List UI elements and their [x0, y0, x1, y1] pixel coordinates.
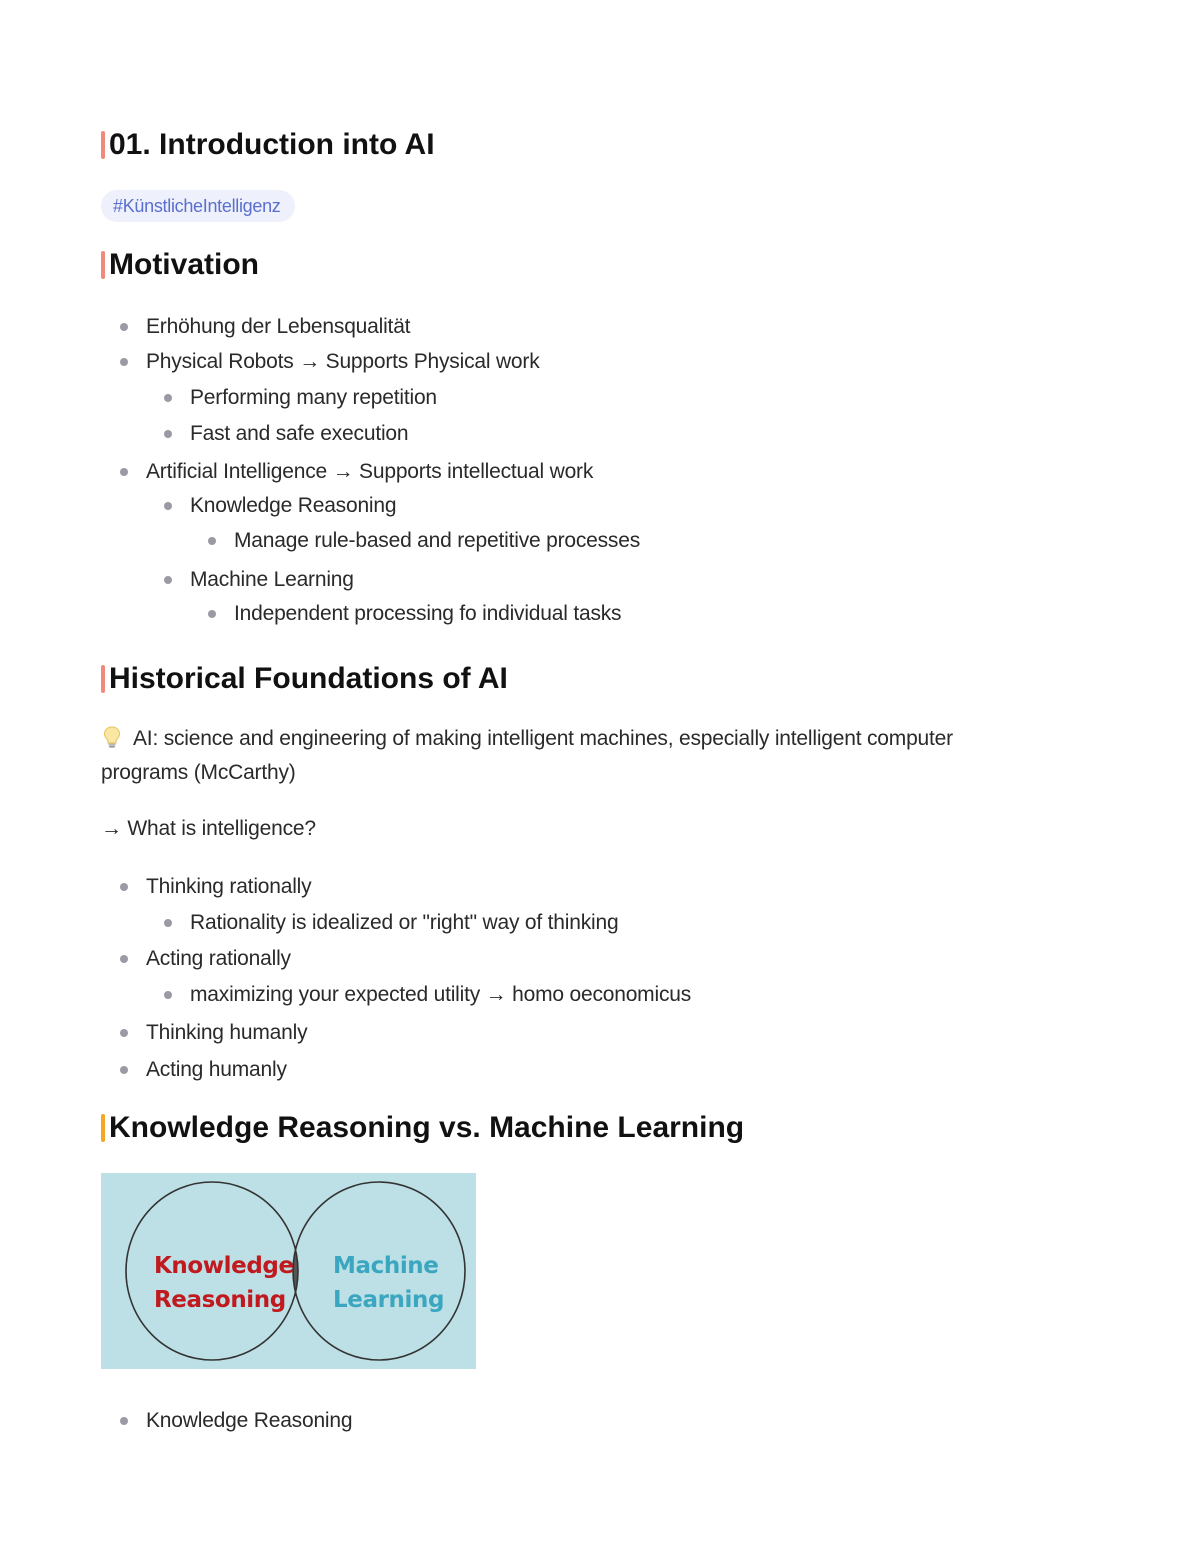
- callout: [101, 722, 1101, 756]
- section-heading-historical: [101, 661, 508, 697]
- bullet-icon: [208, 537, 216, 545]
- list-item-text: Erhöhung der Lebensqualität: [146, 315, 411, 338]
- list-item: [164, 385, 764, 411]
- venn-label-left-1: Knowledge: [154, 1253, 294, 1279]
- bullet-icon: [120, 468, 128, 476]
- list-item-text: Fast and safe execution: [190, 422, 409, 445]
- list-item: [164, 910, 864, 936]
- section-heading-text: Knowledge Reasoning vs. Machine Learning: [109, 1111, 745, 1144]
- list-item: [208, 601, 908, 627]
- list-item: [120, 1408, 720, 1434]
- bullet-icon: [120, 955, 128, 963]
- venn-label-right-2: Learning: [333, 1287, 445, 1313]
- lightbulb-icon: [101, 725, 123, 749]
- section-heading-text: Motivation: [109, 248, 259, 281]
- heading-accent-bar: [101, 131, 105, 159]
- bullet-icon: [164, 991, 172, 999]
- list-item-text: Acting rationally: [146, 947, 291, 970]
- list-item-text: Manage rule-based and repetitive processes: [234, 529, 641, 552]
- section-heading-kr-vs-ml: [101, 1110, 744, 1146]
- heading-accent-bar: [101, 1114, 105, 1142]
- list-item-text: Acting humanly: [146, 1058, 287, 1081]
- list-item: [120, 946, 720, 972]
- venn-label-left-2: Reasoning: [154, 1287, 286, 1313]
- list-item: [164, 493, 764, 519]
- bullet-icon: [164, 576, 172, 584]
- list-item-text: Artificial Intelligence → Supports intellectual work: [146, 460, 594, 483]
- bullet-icon: [164, 919, 172, 927]
- bullet-icon: [120, 883, 128, 891]
- list-item: [164, 982, 864, 1008]
- list-item-text: Knowledge Reasoning: [146, 1409, 353, 1432]
- callout-text-line1: AI: science and engineering of making intelligent machines, especially intelligent computer: [133, 727, 953, 750]
- list-item-text: Machine Learning: [190, 568, 354, 591]
- list-item: [120, 459, 820, 485]
- bullet-icon: [120, 323, 128, 331]
- list-item-text: Knowledge Reasoning: [190, 494, 397, 517]
- list-item: [164, 567, 764, 593]
- venn-label-right-1: Machine: [333, 1253, 439, 1279]
- list-item: [208, 528, 908, 554]
- list-item: [120, 1020, 720, 1046]
- list-item-text: Performing many repetition: [190, 386, 437, 409]
- list-item-text: maximizing your expected utility → homo oeconomicus: [190, 983, 692, 1006]
- bullet-icon: [120, 1029, 128, 1037]
- section-heading-text: Historical Foundations of AI: [109, 662, 508, 695]
- question-text: → What is intelligence?: [101, 817, 316, 840]
- list-item: [120, 874, 720, 900]
- list-item: [164, 421, 764, 447]
- heading-accent-bar: [101, 665, 105, 693]
- bullet-icon: [164, 430, 172, 438]
- list-item: [120, 314, 720, 340]
- bullet-icon: [164, 394, 172, 402]
- tag-chip[interactable]: #KünstlicheIntelligenz: [101, 190, 295, 222]
- heading-accent-bar: [101, 251, 105, 279]
- section-heading-motivation: [101, 247, 259, 283]
- list-item-text: Rationality is idealized or "right" way of thinking: [190, 911, 619, 934]
- bullet-icon: [120, 1066, 128, 1074]
- callout-text-line2: programs (McCarthy): [101, 761, 296, 784]
- list-item-text: Thinking rationally: [146, 875, 312, 898]
- page-title: [101, 127, 435, 163]
- bullet-icon: [120, 358, 128, 366]
- list-item: [120, 1057, 720, 1083]
- bullet-icon: [208, 610, 216, 618]
- list-item-text: Physical Robots → Supports Physical work: [146, 350, 540, 373]
- list-item-text: Thinking humanly: [146, 1021, 308, 1044]
- list-item: [120, 349, 720, 375]
- bullet-icon: [164, 502, 172, 510]
- bullet-icon: [120, 1417, 128, 1425]
- list-item-text: Independent processing fo individual tasks: [234, 602, 622, 625]
- venn-diagram-figure: [101, 1173, 476, 1369]
- page-title-text: 01. Introduction into AI: [109, 128, 435, 161]
